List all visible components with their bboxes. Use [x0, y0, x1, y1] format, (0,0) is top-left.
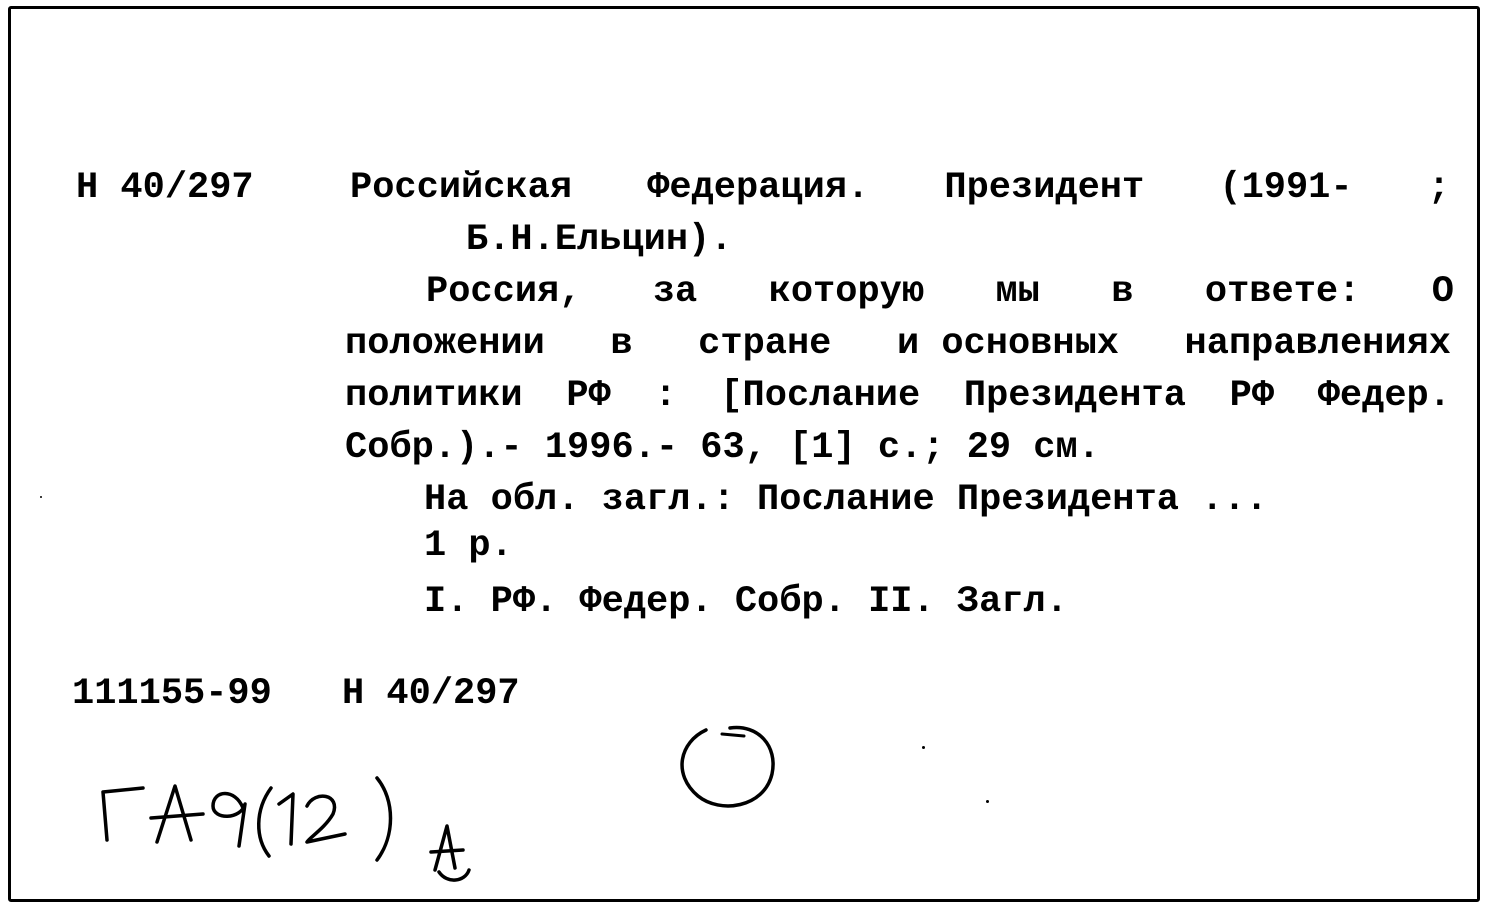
call-number: Н 40/297	[76, 167, 254, 209]
price-note: 1 р.	[424, 525, 513, 567]
scan-dot	[40, 496, 42, 498]
heading-word: Российская	[350, 167, 573, 209]
scan-dot	[922, 746, 925, 749]
title-word: в	[1111, 271, 1134, 313]
title-word: которую	[768, 271, 925, 313]
title-word: положении	[345, 323, 545, 365]
title-word: Президента	[963, 375, 1186, 417]
title-word: и основных	[896, 323, 1119, 365]
title-word: РФ	[566, 375, 611, 417]
heading-line-1	[350, 168, 1450, 208]
title-word: в	[610, 323, 633, 365]
title-word: мы	[995, 271, 1040, 313]
title-line-3	[345, 376, 1451, 416]
title-word: направлениях	[1184, 323, 1451, 365]
scan-dot	[986, 800, 989, 803]
title-word: :	[654, 375, 677, 417]
title-word: стране	[698, 323, 832, 365]
title-word: ответе:	[1204, 271, 1361, 313]
title-word: РФ	[1229, 375, 1275, 417]
heading-word: (1991-	[1219, 167, 1353, 209]
footer-call-number: Н 40/297	[342, 673, 520, 715]
title-word: О	[1431, 271, 1454, 313]
title-word: [Послание	[720, 375, 921, 417]
heading-line-2: Б.Н.Ельцин).	[466, 219, 733, 261]
heading-word: Федерация.	[647, 167, 870, 209]
heading-word: Президент	[944, 167, 1145, 209]
title-line-1	[426, 272, 1454, 312]
tracings-note: I. РФ. Федер. Собр. II. Загл.	[424, 581, 1068, 623]
inventory-number: 111155-99	[72, 673, 272, 715]
title-line-2	[345, 324, 1451, 364]
handwritten-note-image	[95, 760, 495, 890]
title-word: за	[652, 271, 698, 313]
title-word: политики	[345, 375, 523, 417]
title-line-4: Собр.).- 1996.- 63, [1] с.; 29 см.	[345, 427, 1100, 469]
circle-mark-icon	[668, 712, 788, 822]
cover-title-note: На обл. загл.: Послание Президента ...	[424, 479, 1268, 521]
title-word: Федер.	[1317, 375, 1451, 417]
title-word: Россия,	[426, 271, 582, 313]
heading-word: ;	[1427, 167, 1450, 209]
